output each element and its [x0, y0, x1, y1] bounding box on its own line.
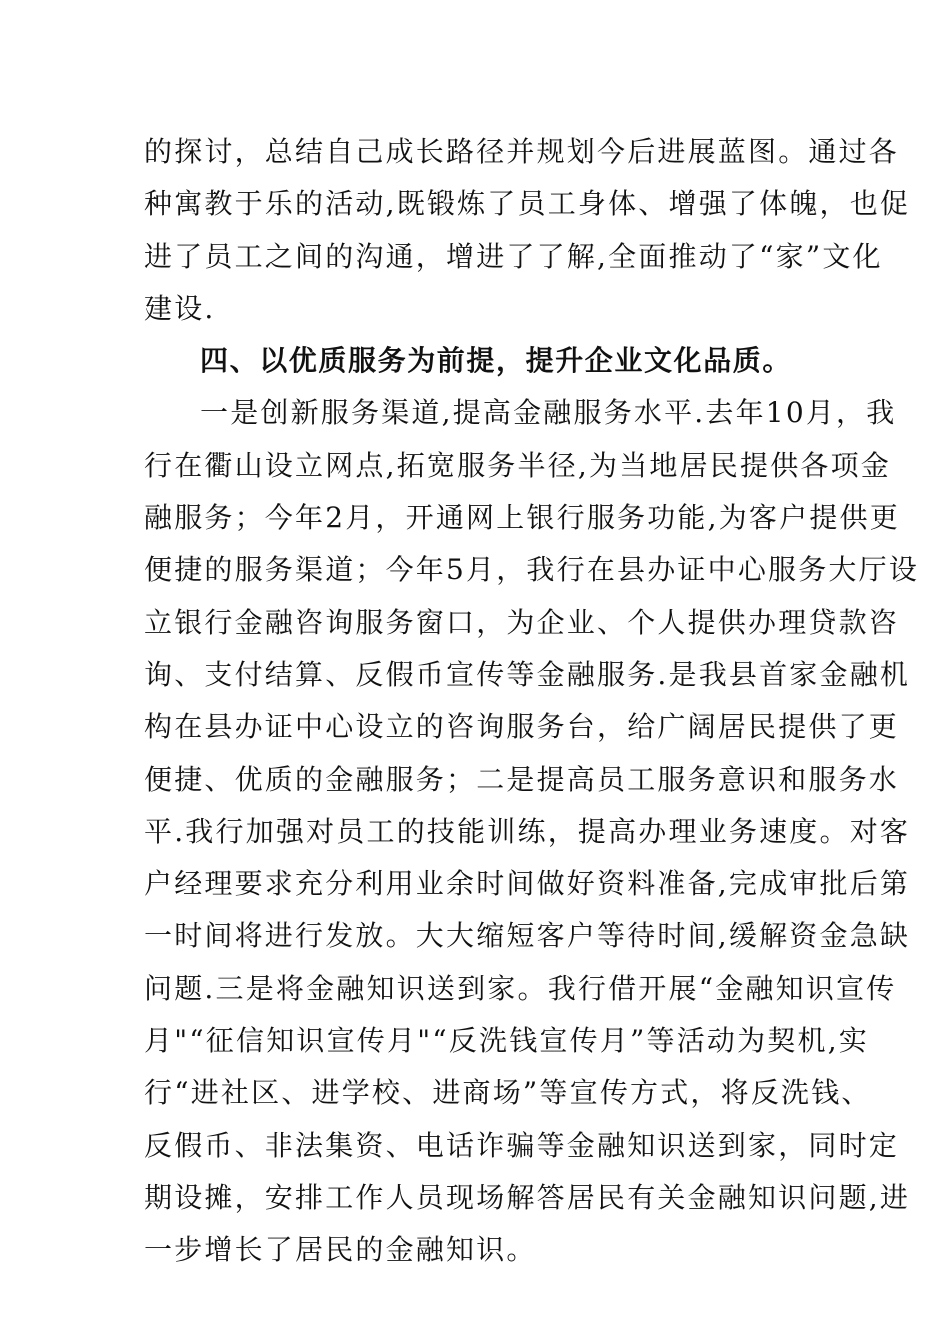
text-line: 融服务；今年2月，开通网上银行服务功能,为客户提供更 [144, 501, 900, 535]
text-line: 一步增长了居民的金融知识。 [144, 1233, 537, 1267]
text-line: 行“进社区、进学校、进商场”等宣传方式，将反洗钱、 [144, 1076, 872, 1110]
text-line: 进了员工之间的沟通，增进了了解,全面推动了“家”文化 [144, 239, 883, 273]
paragraph-first-line: 一是创新服务渠道,提高金融服务水平.去年10月，我 [200, 396, 897, 430]
text-line: 户经理要求充分利用业余时间做好资料准备,完成审批后第 [144, 867, 911, 901]
text-line: 问题.三是将金融知识送到家。我行借开展“金融知识宣传 [144, 971, 897, 1005]
text-line: 便捷的服务渠道；今年5月，我行在县办证中心服务大厅设 [144, 553, 920, 587]
text-line: 月"“征信知识宣传月"“反洗钱宣传月”等活动为契机,实 [144, 1024, 870, 1058]
text-line: 构在县办证中心设立的咨询服务台，给广阔居民提供了更 [144, 710, 900, 744]
text-line: 的探讨，总结自己成长路径并规划今后进展蓝图。通过各 [144, 135, 900, 168]
text-line: 询、支付结算、反假币宣传等金融服务.是我县首家金融机 [144, 657, 911, 691]
text-line: 便捷、优质的金融服务；二是提高员工服务意识和服务水 [144, 762, 900, 796]
text-line: 立银行金融咨询服务窗口，为企业、个人提供办理贷款咨 [144, 605, 900, 639]
text-line: 反假币、非法集资、电话诈骗等金融知识送到家，同时定 [144, 1128, 900, 1162]
text-line: 平.我行加强对员工的技能训练，提高办理业务速度。对客 [144, 814, 911, 848]
section-heading: 四、以优质服务为前提，提升企业文化品质。 [200, 344, 793, 378]
text-line: 期设摊，安排工作人员现场解答居民有关金融知识问题,进 [144, 1180, 911, 1214]
text-line: 种寓教于乐的活动,既锻炼了员工身体、增强了体魄，也促 [144, 187, 911, 221]
text-line: 一时间将进行发放。大大缩短客户等待时间,缓解资金急缺 [144, 919, 911, 953]
text-line: 行在衢山设立网点,拓宽服务半径,为当地居民提供各项金 [144, 448, 892, 482]
text-line: 建设. [144, 291, 216, 325]
body-text [144, 126, 920, 1277]
